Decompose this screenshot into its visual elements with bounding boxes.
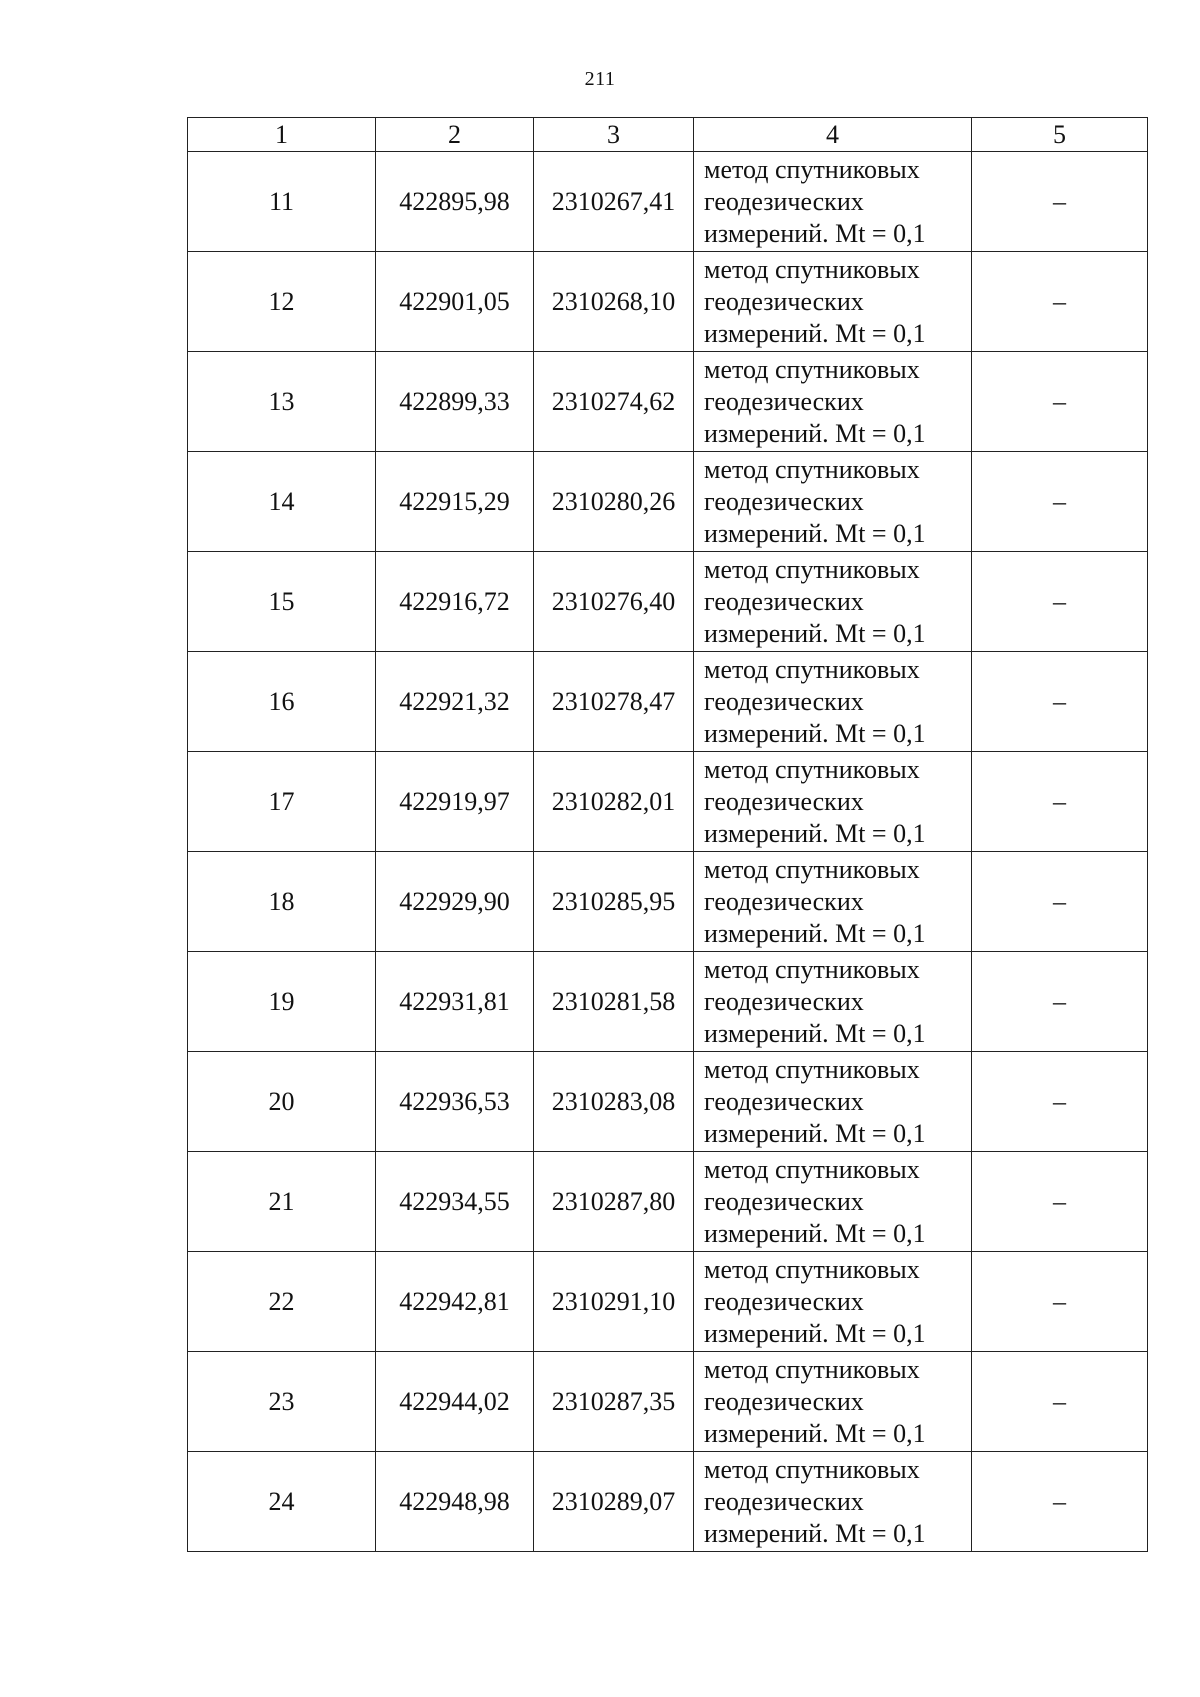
table-row [188,552,1148,652]
method-line: метод спутниковых [704,754,920,784]
method-cell [694,652,972,752]
method-line: измерений. Mt = 0,1 [704,318,926,348]
method-line: измерений. Mt = 0,1 [704,518,926,548]
x-coordinate-cell: 422931,81 [376,952,534,1052]
table-row [188,652,1148,752]
method-line: геодезических [704,386,864,416]
point-number-cell: 15 [188,552,376,652]
table-row [188,352,1148,452]
method-line: измерений. Mt = 0,1 [704,618,926,648]
method-line: геодезических [704,486,864,516]
table-row [188,752,1148,852]
table-row [188,1052,1148,1152]
method-cell [694,552,972,652]
method-cell [694,952,972,1052]
note-cell: – [972,1152,1148,1252]
x-coordinate-cell: 422944,02 [376,1352,534,1452]
note-cell: – [972,852,1148,952]
y-coordinate-cell: 2310274,62 [534,352,694,452]
method-cell [694,152,972,252]
method-line: геодезических [704,586,864,616]
x-coordinate-cell: 422901,05 [376,252,534,352]
table-row [188,952,1148,1052]
y-coordinate-cell: 2310268,10 [534,252,694,352]
y-coordinate-cell: 2310278,47 [534,652,694,752]
note-cell: – [972,352,1148,452]
y-coordinate-cell: 2310283,08 [534,1052,694,1152]
method-line: геодезических [704,1086,864,1116]
y-coordinate-cell: 2310267,41 [534,152,694,252]
method-line: метод спутниковых [704,654,920,684]
point-number-cell: 21 [188,1152,376,1252]
y-coordinate-cell: 2310285,95 [534,852,694,952]
method-line: метод спутниковых [704,354,920,384]
method-line: измерений. Mt = 0,1 [704,1418,926,1448]
method-line: измерений. Mt = 0,1 [704,918,926,948]
note-cell: – [972,1352,1148,1452]
table-body [188,152,1148,1552]
x-coordinate-cell: 422936,53 [376,1052,534,1152]
table-row [188,152,1148,252]
point-number-cell: 17 [188,752,376,852]
method-line: метод спутниковых [704,454,920,484]
header-col-4: 4 [694,118,972,152]
x-coordinate-cell: 422899,33 [376,352,534,452]
note-cell: – [972,1452,1148,1552]
method-line: измерений. Mt = 0,1 [704,1118,926,1148]
point-number-cell: 18 [188,852,376,952]
method-line: геодезических [704,186,864,216]
method-line: метод спутниковых [704,1454,920,1484]
note-cell: – [972,252,1148,352]
y-coordinate-cell: 2310289,07 [534,1452,694,1552]
x-coordinate-cell: 422921,32 [376,652,534,752]
y-coordinate-cell: 2310291,10 [534,1252,694,1352]
table-row [188,1352,1148,1452]
method-cell [694,352,972,452]
method-cell [694,1252,972,1352]
method-line: геодезических [704,1386,864,1416]
point-number-cell: 12 [188,252,376,352]
method-line: геодезических [704,686,864,716]
method-line: геодезических [704,286,864,316]
method-line: измерений. Mt = 0,1 [704,1018,926,1048]
x-coordinate-cell: 422919,97 [376,752,534,852]
method-line: метод спутниковых [704,1054,920,1084]
method-line: метод спутниковых [704,1354,920,1384]
method-line: измерений. Mt = 0,1 [704,218,926,248]
y-coordinate-cell: 2310281,58 [534,952,694,1052]
x-coordinate-cell: 422948,98 [376,1452,534,1552]
method-line: метод спутниковых [704,554,920,584]
point-number-cell: 14 [188,452,376,552]
note-cell: – [972,152,1148,252]
point-number-cell: 20 [188,1052,376,1152]
method-line: метод спутниковых [704,154,920,184]
y-coordinate-cell: 2310287,80 [534,1152,694,1252]
y-coordinate-cell: 2310280,26 [534,452,694,552]
method-cell [694,752,972,852]
x-coordinate-cell: 422942,81 [376,1252,534,1352]
note-cell: – [972,452,1148,552]
note-cell: – [972,652,1148,752]
point-number-cell: 24 [188,1452,376,1552]
method-line: измерений. Mt = 0,1 [704,818,926,848]
x-coordinate-cell: 422895,98 [376,152,534,252]
method-line: метод спутниковых [704,854,920,884]
method-cell [694,452,972,552]
table-row [188,852,1148,952]
method-line: метод спутниковых [704,254,920,284]
method-line: метод спутниковых [704,954,920,984]
table-header-row [188,118,1148,152]
method-cell [694,252,972,352]
table-row [188,452,1148,552]
x-coordinate-cell: 422915,29 [376,452,534,552]
header-col-2: 2 [376,118,534,152]
x-coordinate-cell: 422934,55 [376,1152,534,1252]
method-line: измерений. Mt = 0,1 [704,718,926,748]
method-cell [694,1052,972,1152]
point-number-cell: 19 [188,952,376,1052]
method-line: геодезических [704,886,864,916]
note-cell: – [972,1252,1148,1352]
method-line: геодезических [704,1486,864,1516]
method-line: измерений. Mt = 0,1 [704,1518,926,1548]
method-cell [694,1152,972,1252]
table-row [188,1152,1148,1252]
point-number-cell: 16 [188,652,376,752]
coordinates-table [187,117,1148,1552]
method-cell [694,852,972,952]
method-line: геодезических [704,986,864,1016]
method-line: геодезических [704,786,864,816]
point-number-cell: 22 [188,1252,376,1352]
x-coordinate-cell: 422929,90 [376,852,534,952]
table-row [188,1252,1148,1352]
method-line: геодезических [704,1286,864,1316]
header-col-3: 3 [534,118,694,152]
point-number-cell: 23 [188,1352,376,1452]
table-row [188,252,1148,352]
method-line: геодезических [704,1186,864,1216]
note-cell: – [972,1052,1148,1152]
method-line: измерений. Mt = 0,1 [704,418,926,448]
table-row [188,1452,1148,1552]
method-line: метод спутниковых [704,1254,920,1284]
page-number: 211 [584,68,616,90]
y-coordinate-cell: 2310276,40 [534,552,694,652]
method-line: измерений. Mt = 0,1 [704,1318,926,1348]
x-coordinate-cell: 422916,72 [376,552,534,652]
y-coordinate-cell: 2310282,01 [534,752,694,852]
method-cell [694,1352,972,1452]
method-cell [694,1452,972,1552]
note-cell: – [972,552,1148,652]
point-number-cell: 13 [188,352,376,452]
note-cell: – [972,752,1148,852]
note-cell: – [972,952,1148,1052]
y-coordinate-cell: 2310287,35 [534,1352,694,1452]
point-number-cell: 11 [188,152,376,252]
header-col-5: 5 [972,118,1148,152]
header-col-1: 1 [188,118,376,152]
method-line: измерений. Mt = 0,1 [704,1218,926,1248]
method-line: метод спутниковых [704,1154,920,1184]
